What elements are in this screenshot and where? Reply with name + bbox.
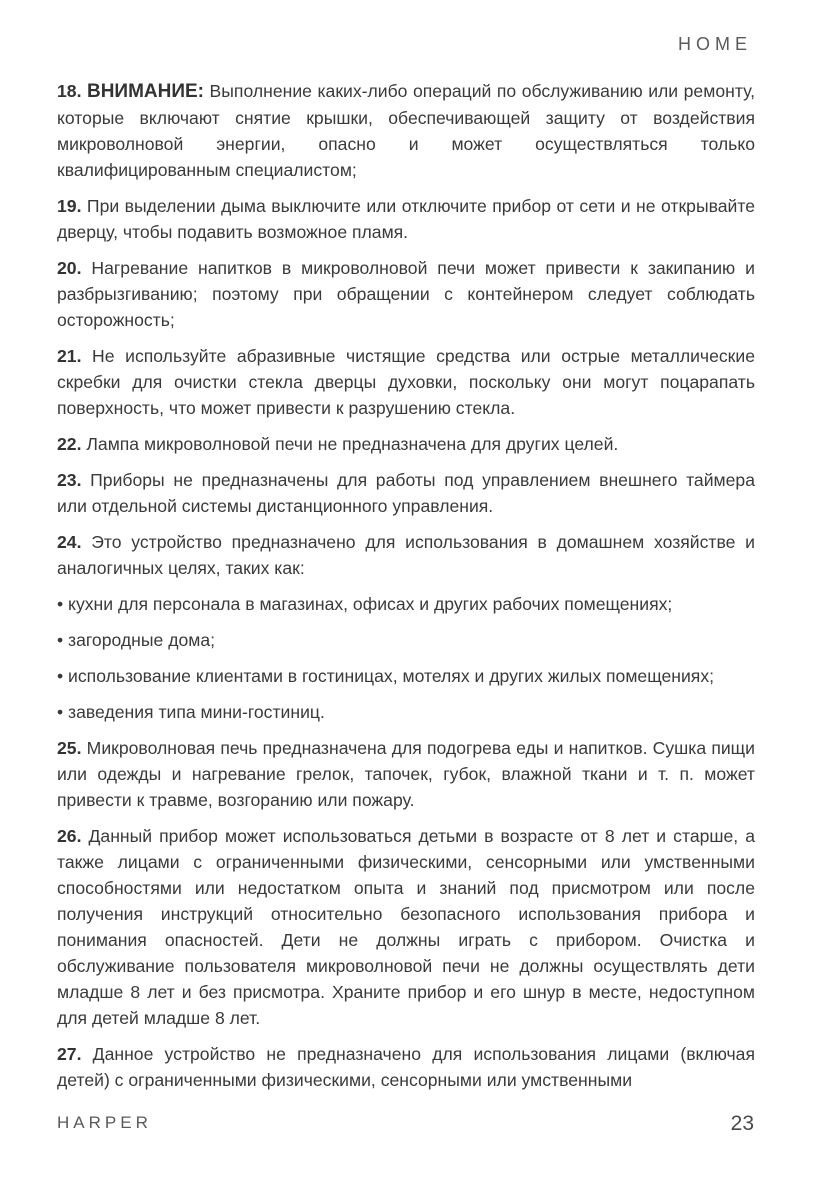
warning-label: ВНИМАНИЕ:: [86, 81, 205, 102]
harper-logo: HARPER: [57, 1113, 152, 1132]
paragraph-21: [57, 343, 755, 421]
paragraph-19: [57, 193, 755, 245]
paragraph-24: [57, 529, 755, 581]
page-number: 23: [730, 1112, 754, 1135]
bullet-item: • заведения типа мини-гостиниц.: [57, 702, 325, 722]
paragraph-26: [57, 823, 755, 1031]
paragraph-18: [57, 78, 755, 183]
item-number: 20.: [57, 258, 82, 278]
item-number: 26.: [57, 826, 82, 846]
bullet-item: • использование клиентами в гостиницах, мотелях и других жилых помещениях;: [57, 666, 715, 686]
paragraph-23: [57, 467, 755, 519]
item-number: 25.: [57, 738, 82, 758]
paragraph-text: Выполнение каких-либо операций по обслуживанию или ремонту, которые включают снятие крышки, обеспечивающей защиту от воздействия микроволновой энергии, опасно и может осуществляться только квалифицированным специалистом;: [57, 81, 755, 180]
bullet-item: • загородные дома;: [57, 630, 216, 650]
paragraph-22: [57, 431, 755, 457]
paragraph-text: Лампа микроволновой печи не предназначена для других целей.: [81, 434, 619, 454]
paragraph-text: Нагревание напитков в микроволновой печи может привести к закипанию и разбрызгиванию; поэтому при обращении с контейнером следует соблюдать осторожность;: [57, 258, 755, 330]
item-number: 24.: [57, 532, 82, 552]
paragraph-text: При выделении дыма выключите или отключите прибор от сети и не открывайте дверцу, чтобы подавить возможное пламя.: [57, 196, 755, 242]
paragraph-text: Данное устройство не предназначено для использования лицами (включая детей) с ограниченными физическими, сенсорными или умственными: [57, 1044, 755, 1090]
home-logo: HOME: [678, 34, 752, 54]
paragraph-27: [57, 1041, 755, 1093]
paragraph-text: Данный прибор может использоваться детьми в возрасте от 8 лет и старше, а также лицами с ограниченными физическими, сенсорными или умственными способностями или недостатком опыта и знаний под присмотром или после получения инструкций относительно безопасного использования прибора и понимания опасностей. Дети не должны играть с прибором. Очистка и обслуживание пользователя микроволновой печи не должны осуществлять дети младше 8 лет и без присмотра. Храните прибор и его шнур в месте, недоступном для детей младше 8 лет.: [57, 826, 755, 1028]
bullet-item: • кухни для персонала в магазинах, офисах и других рабочих помещениях;: [57, 594, 673, 614]
paragraph-text: Не используйте абразивные чистящие средства или острые металлические скребки для очистки стекла дверцы духовки, поскольку они могут поцарапать поверхность, что может привести к разрушению стекла.: [57, 346, 755, 418]
document-body: [57, 78, 755, 1103]
item-number: 21.: [57, 346, 82, 366]
paragraph-text: Микроволновая печь предназначена для подогрева еды и напитков. Сушка пищи или одежды и нагревание грелок, тапочек, губок, влажной ткани и т. п. может привести к травме, возгоранию или пожару.: [57, 738, 755, 810]
paragraph-20: [57, 255, 755, 333]
item-number: 19.: [57, 196, 82, 216]
item-number: 23.: [57, 470, 82, 490]
paragraph-text: Приборы не предназначены для работы под управлением внешнего таймера или отдельной системы дистанционного управления.: [57, 470, 755, 516]
paragraph-text: Это устройство предназначено для использования в домашнем хозяйстве и аналогичных целях, таких как:: [57, 532, 755, 578]
paragraph-25: [57, 735, 755, 813]
item-number: 22.: [57, 434, 82, 454]
item-number: 18.: [57, 81, 82, 101]
item-number: 27.: [57, 1044, 82, 1064]
